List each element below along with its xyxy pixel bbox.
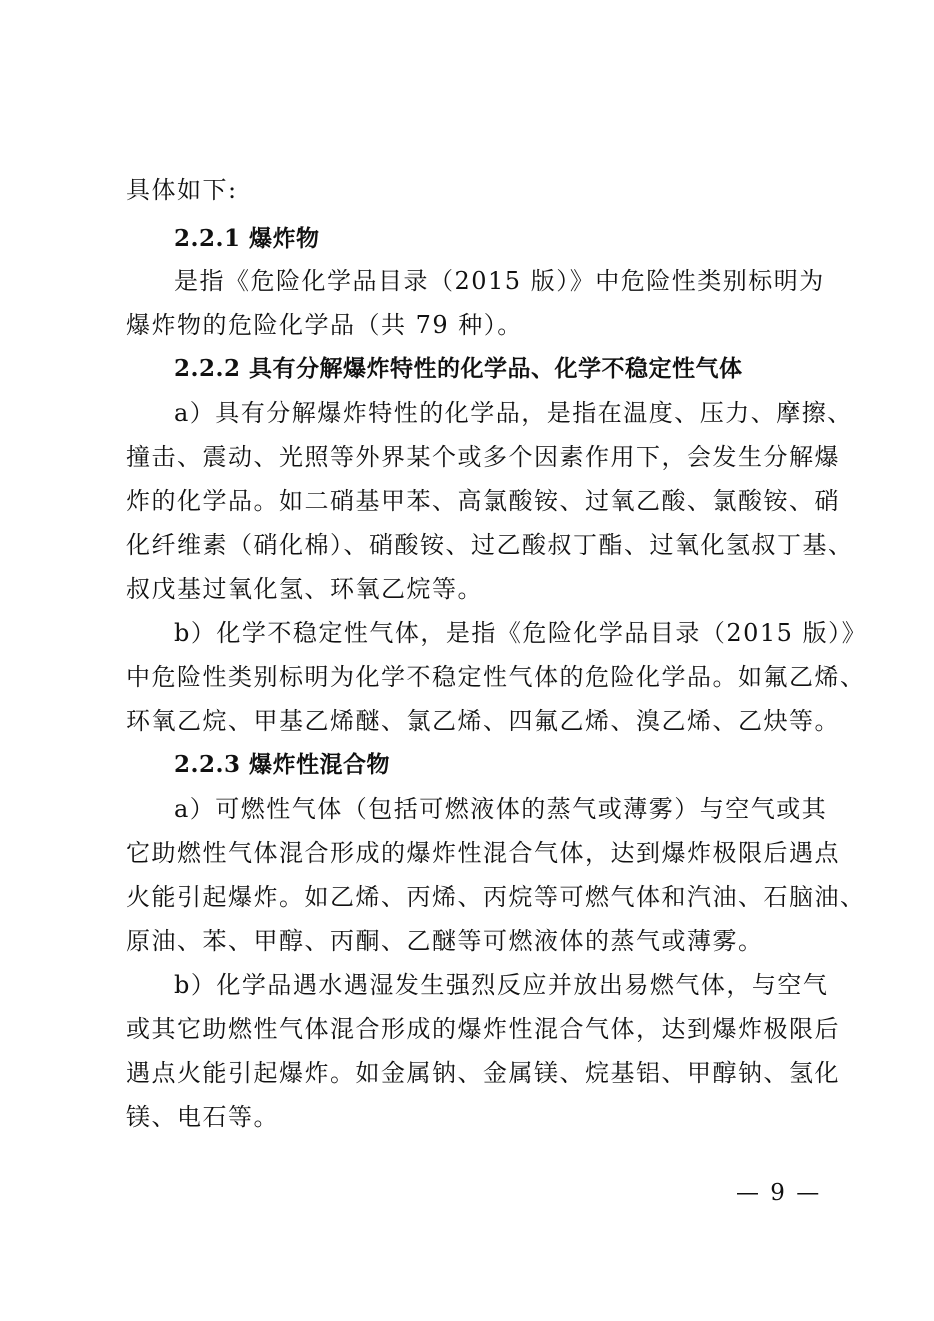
text-line: b）化学不稳定性气体，是指《危险化学品目录（2015 版）》 [174,619,868,647]
text-line: 爆炸物的危险化学品（共 79 种）。 [126,311,523,339]
text-line: 中危险性类别标明为化学不稳定性气体的危险化学品。如氟乙烯、 [126,663,866,691]
text-line: 火能引起爆炸。如乙烯、丙烯、丙烷等可燃气体和汽油、石脑油、 [126,883,866,911]
text-line: 它助燃性气体混合形成的爆炸性混合气体，达到爆炸极限后遇点 [126,839,840,867]
text-line: 或其它助燃性气体混合形成的爆炸性混合气体，达到爆炸极限后 [126,1015,840,1043]
text-line: 具体如下: [126,176,238,204]
text-line: 遇点火能引起爆炸。如金属钠、金属镁、烷基铝、甲醇钠、氢化 [126,1059,840,1087]
text-line: 环氧乙烷、甲基乙烯醚、氯乙烯、四氟乙烯、溴乙烯、乙炔等。 [126,707,840,735]
text-line: 炸的化学品。如二硝基甲苯、高氯酸铵、过氧乙酸、氯酸铵、硝 [126,487,840,515]
section-heading-2-2-2: 2.2.2 具有分解爆炸特性的化学品、化学不稳定性气体 [174,355,743,382]
text-line: a）可燃性气体（包括可燃液体的蒸气或薄雾）与空气或其 [174,795,828,823]
text-line: 镁、电石等。 [126,1103,279,1131]
text-line: b）化学品遇水遇湿发生强烈反应并放出易燃气体，与空气 [174,971,829,999]
section-heading-2-2-1: 2.2.1 爆炸物 [174,225,320,252]
text-line: 化纤维素（硝化棉）、硝酸铵、过乙酸叔丁酯、过氧化氢叔丁基、 [126,531,854,559]
text-line: 撞击、震动、光照等外界某个或多个因素作用下，会发生分解爆 [126,443,840,471]
page-number: — 9 — [736,1180,822,1206]
section-heading-2-2-3: 2.2.3 爆炸性混合物 [174,751,391,778]
text-line: 叔戊基过氧化氢、环氧乙烷等。 [126,575,483,603]
text-line: 是指《危险化学品目录（2015 版）》中危险性类别标明为 [174,267,825,295]
text-line: 原油、苯、甲醇、丙酮、乙醚等可燃液体的蒸气或薄雾。 [126,927,764,955]
text-line: a）具有分解爆炸特性的化学品，是指在温度、压力、摩擦、 [174,399,853,427]
